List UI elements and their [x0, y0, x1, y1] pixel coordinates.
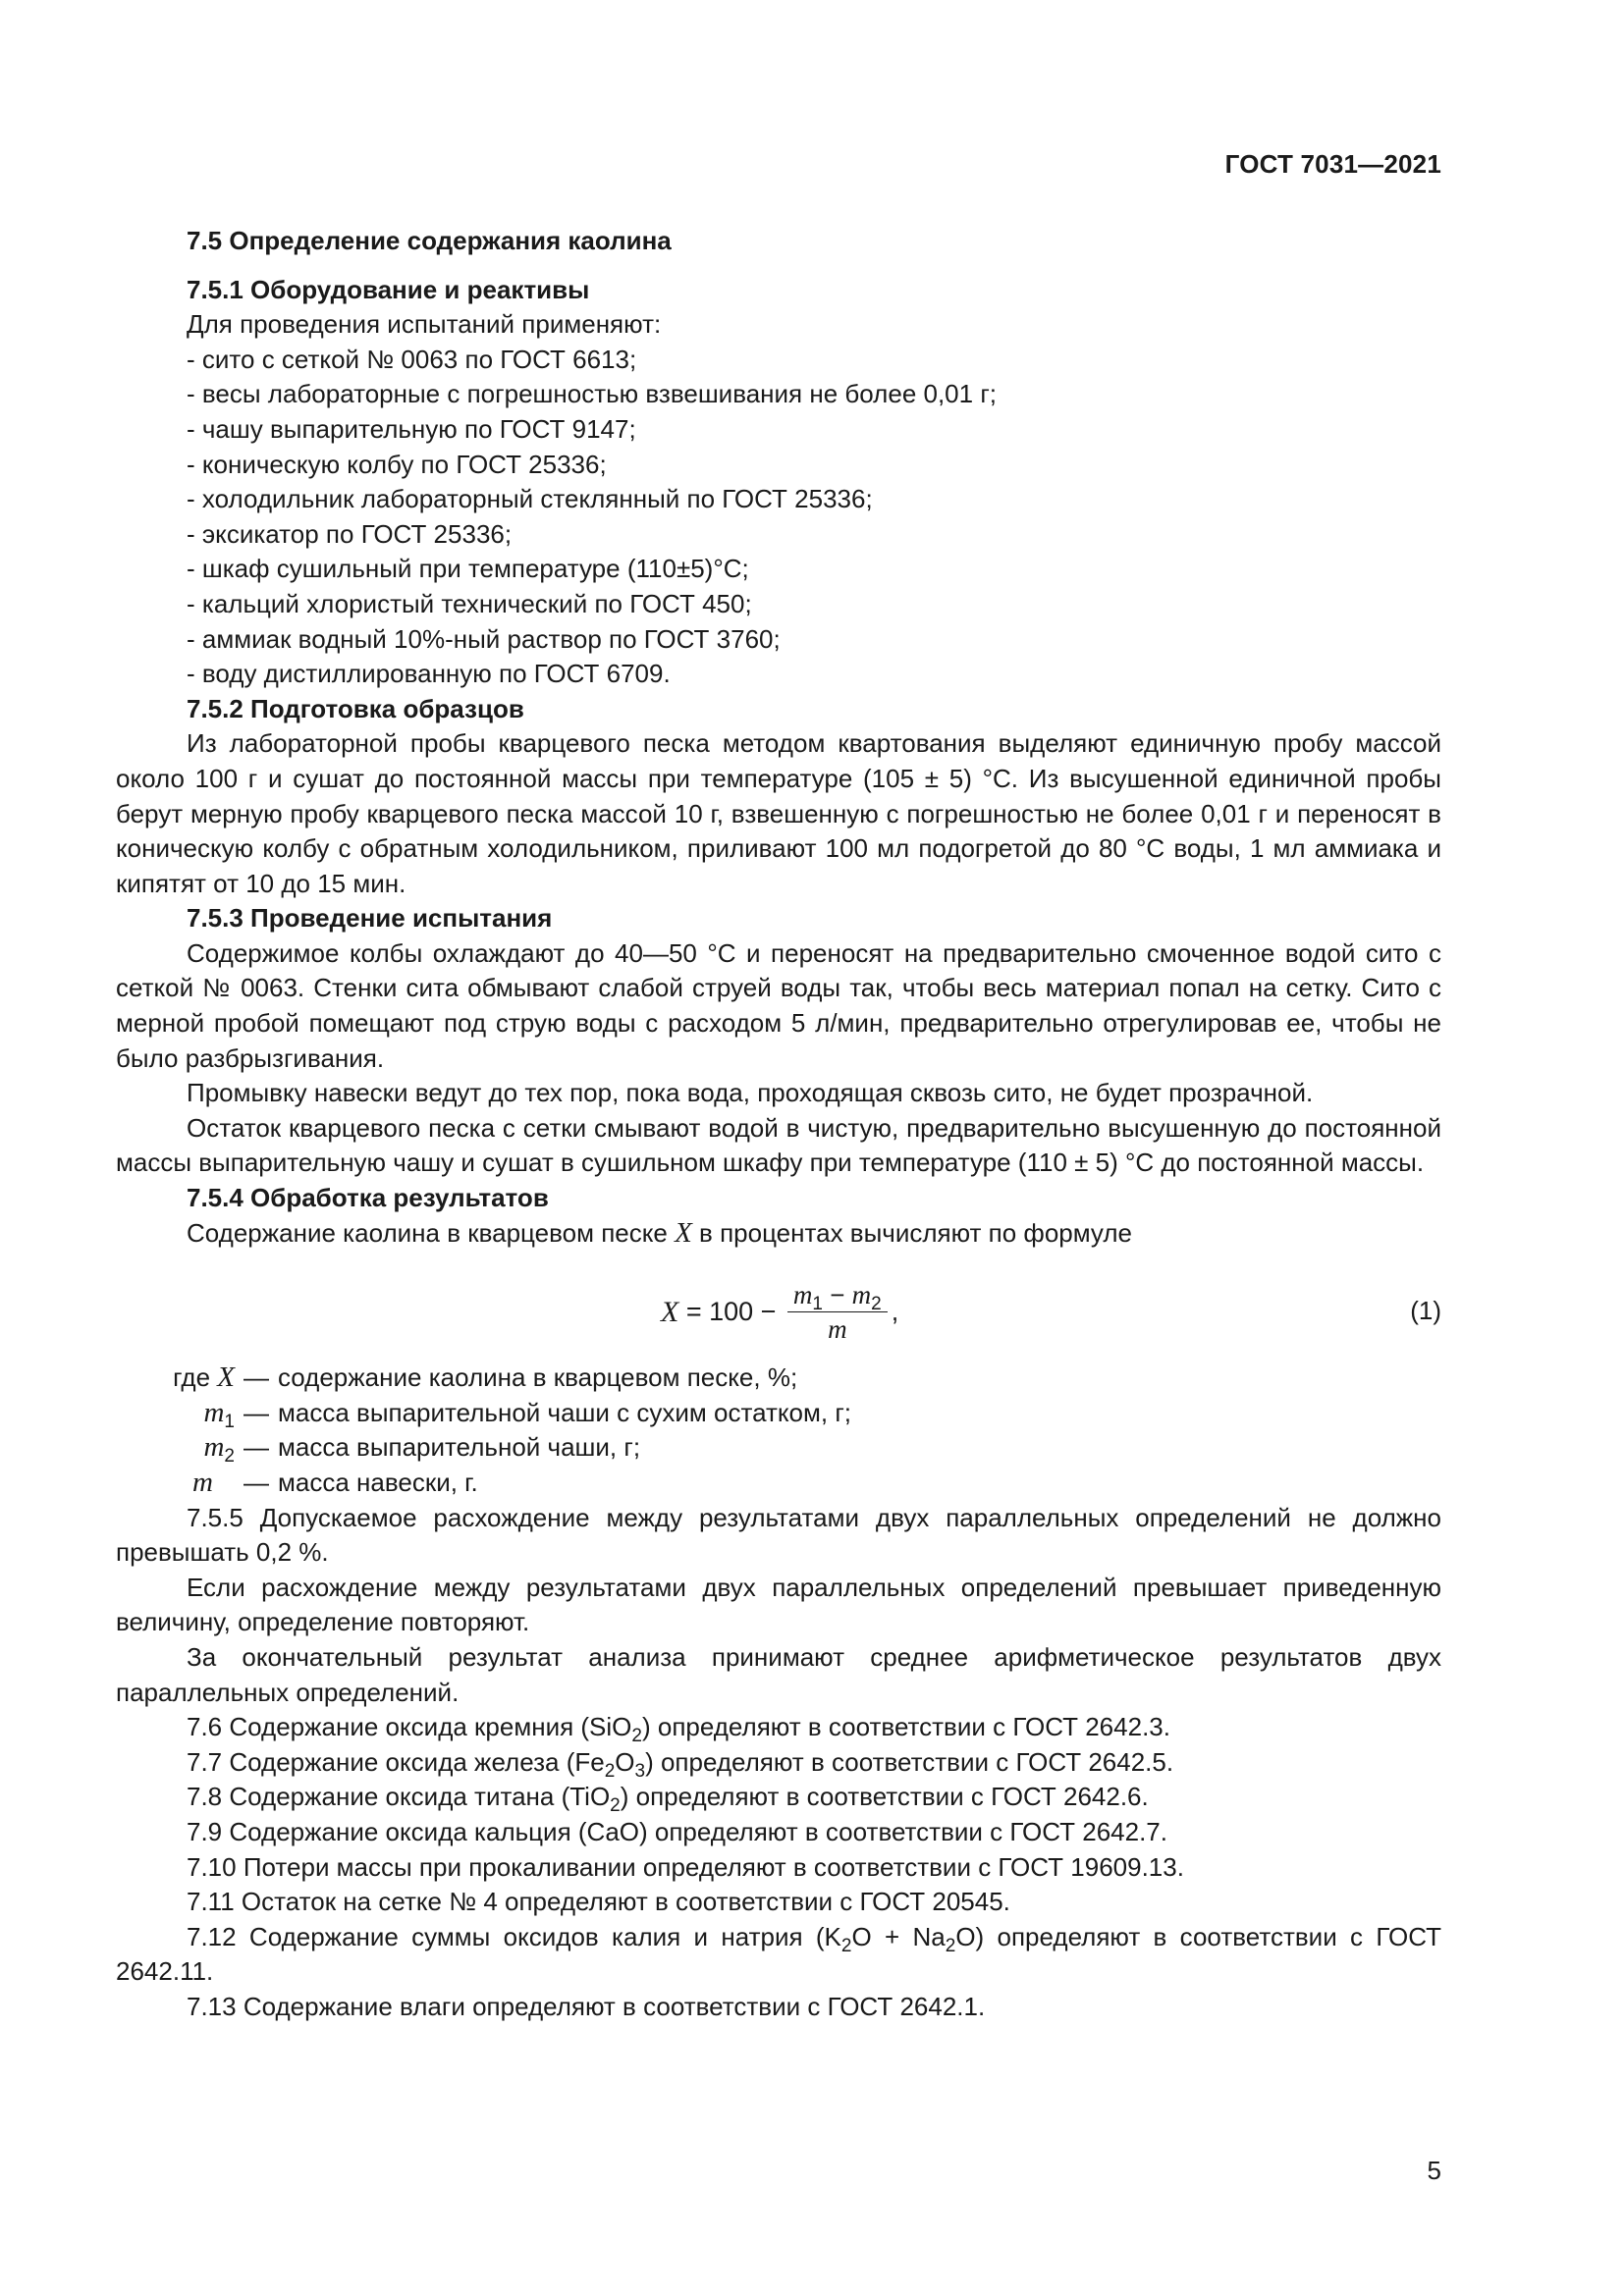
formula-block — [116, 1262, 1441, 1353]
formula-fraction — [787, 1280, 888, 1344]
list-item: - воду дистиллированную по ГОСТ 6709. — [187, 659, 671, 689]
paragraph-7-7: 7.7 Содержание оксида железа $(Fe_2O_3)$ определяют в соответствии с ГОСТ 2642.5. — [187, 1746, 1174, 1782]
paragraph-7-8: 7.8 Содержание оксида титана (TiO$_2$) определяют в соответствии с ГОСТ 2642.6. — [187, 1782, 1149, 1817]
paragraph: Из лабораторной пробы кварцевого песка методом квартования выделяют единичную пробу массой около 100 г и сушат до постоянной массы при температуре (105 ± 5) °С. Из высушенной единичной пробы берут мерную пробу кварцевого песка массой 10 г, взвешенную с погрешностью не более 0,01 г и переносят в коническую колбу с обратным холодильником, приливают 100 мл подогретой до 80 °С воды, 1 мл аммиака и кипятят от 10 до 15 мин. — [116, 728, 1441, 898]
section-title-7-5-3: 7.5.3 Проведение испытания — [187, 903, 553, 934]
formula-intro: Содержание каолина в кварцевом песке X в процентах вычисляют по формуле — [187, 1216, 1132, 1249]
formula-legend — [116, 1361, 1441, 1500]
formula-lhs: X — [661, 1295, 679, 1328]
list-item: - весы лабораторные с погрешностью взвешивания не более 0,01 г; — [187, 379, 998, 409]
paragraph: Содержимое колбы охлаждают до 40—50 °С и переносят на предварительно смоченное водой сито с сеткой № 0063. Стенки сита обмывают слабой струей воды так, чтобы весь материал попал на сетку. Сито с мерной пробой помещают под струю воды с расходом 5 л/мин, предварительно отрегулировав ее, чтобы не было разбрызгивания. — [116, 937, 1441, 1073]
formula-denominator: m — [828, 1314, 847, 1345]
variable-x: X — [675, 1216, 692, 1249]
paragraph: Остаток кварцевого песка с сетки смывают водой в чистую, предварительно высушенную до постоянной массы выпарительную чашу и сушат в сушильном шкафу при температуре (110 ± 5) °С до постоянной массы. — [116, 1112, 1441, 1178]
paragraph-7-10: 7.10 Потери массы при прокаливании определяют в соответствии с ГОСТ 19609.13. — [187, 1851, 1184, 1882]
section-title-7-5-1: 7.5.1 Оборудование и реактивы — [187, 274, 590, 304]
document-body — [116, 224, 1441, 2025]
paragraph: Промывку навески ведут до тех пор, пока вода, проходящая сквозь сито, не будет прозрачной. — [187, 1078, 1314, 1108]
list-item: - чашу выпарительную по ГОСТ 9147; — [187, 413, 636, 444]
equipment-list — [116, 343, 1441, 692]
list-item: - аммиак водный 10%-ный раствор по ГОСТ 3760; — [187, 623, 781, 654]
list-item: - холодильник лабораторный стеклянный по ГОСТ 25336; — [187, 484, 873, 514]
list-item: - эксикатор по ГОСТ 25336; — [187, 518, 513, 549]
paragraph-7-13: 7.13 Содержание влаги определяют в соответствии с ГОСТ 2642.1. — [187, 1991, 986, 2021]
paragraph: За окончательный результат анализа принимают среднее арифметическое результатов двух параллельных определений. — [116, 1641, 1441, 1707]
legend-row: $m_2$ — масса выпарительной чаши, г; — [203, 1431, 641, 1468]
paragraph: Если расхождение между результатами двух параллельных определений превышает приведенную величину, определение повторяют. — [116, 1572, 1441, 1637]
section-title-7-5: 7.5 Определение содержания каолина — [187, 226, 672, 255]
paragraph-7-9: 7.9 Содержание оксида кальция (CaO) определяют в соответствии с ГОСТ 2642.7. — [187, 1816, 1167, 1846]
page-number: 5 — [1427, 2156, 1441, 2185]
formula-numerator: $m_1 - m_2$ — [787, 1280, 888, 1312]
legend-row: где X — содержание каолина в кварцевом песке, %; — [173, 1362, 798, 1394]
formula-eq: = 100 − — [678, 1296, 784, 1326]
paragraph-7-6: 7.6 Содержание оксида кремния (SiO$_2$) определяют в соответствии с ГОСТ 2642.3. — [187, 1712, 1170, 1747]
formula-number: (1) — [1410, 1296, 1441, 1326]
paragraph-7-5-5: 7.5.5 Допускаемое расхождение между результатами двух параллельных определений не должно превышать 0,2 %. — [116, 1502, 1441, 1568]
formula — [661, 1280, 898, 1344]
legend-row: $m_1$ — масса выпарительной чаши с сухим остатком, г; — [203, 1396, 852, 1432]
legend-row: m — масса навески, г. — [192, 1467, 478, 1498]
section-title-7-5-4: 7.5.4 Обработка результатов — [187, 1183, 549, 1213]
standard-header: ГОСТ 7031—2021 — [1224, 149, 1441, 179]
equipment-intro: Для проведения испытаний применяют: — [187, 309, 662, 340]
formula-trail: , — [891, 1296, 899, 1326]
paragraph-7-11: 7.11 Остаток на сетке № 4 определяют в соответствии с ГОСТ 20545. — [187, 1887, 1010, 1917]
list-item: - сито с сеткой № 0063 по ГОСТ 6613; — [187, 344, 637, 374]
list-item: - шкаф сушильный при температуре (110±5)°С; — [187, 554, 749, 584]
list-item: - кальций хлористый технический по ГОСТ 450; — [187, 588, 752, 618]
list-item: - коническую колбу по ГОСТ 25336; — [187, 449, 607, 479]
section-title-7-5-2: 7.5.2 Подготовка образцов — [187, 693, 524, 723]
paragraph-7-12: 7.12 Содержание суммы оксидов калия и натрия $(K_2O + Na_2O)$ определяют в соответствии с ГОСТ 2642.11. — [116, 1921, 1441, 1987]
